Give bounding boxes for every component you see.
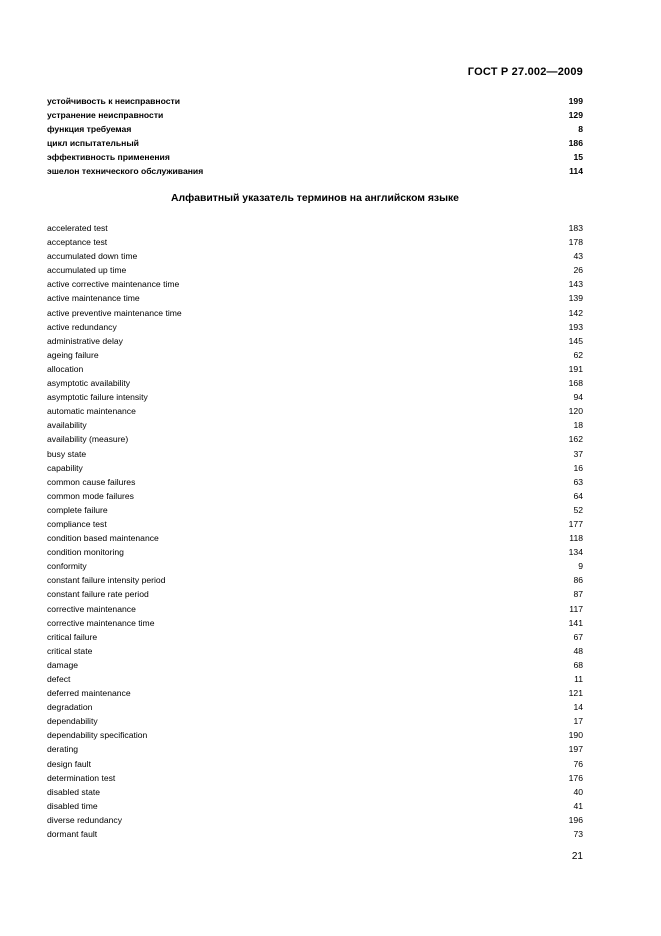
index-page-ref: 9 bbox=[578, 561, 583, 572]
index-page-ref: 141 bbox=[568, 617, 583, 628]
index-entry bbox=[47, 503, 583, 517]
index-page-ref: 94 bbox=[573, 392, 583, 403]
index-page-ref: 177 bbox=[568, 518, 583, 529]
index-term: determination test bbox=[47, 772, 116, 783]
index-page-ref: 37 bbox=[573, 448, 583, 459]
index-page-ref: 14 bbox=[573, 702, 583, 713]
index-term: active maintenance time bbox=[47, 293, 140, 304]
index-page-ref: 139 bbox=[568, 293, 583, 304]
index-entry bbox=[47, 672, 583, 686]
english-index-list bbox=[47, 221, 583, 841]
index-page-ref: 67 bbox=[573, 631, 583, 642]
index-entry bbox=[47, 306, 583, 320]
index-term: conformity bbox=[47, 561, 87, 572]
index-entry bbox=[47, 714, 583, 728]
index-entry bbox=[47, 334, 583, 348]
index-entry bbox=[47, 785, 583, 799]
index-page-ref: 199 bbox=[568, 96, 583, 106]
page-number: 21 bbox=[571, 851, 583, 862]
index-entry bbox=[47, 813, 583, 827]
index-term: automatic maintenance bbox=[47, 406, 136, 417]
index-entry bbox=[47, 517, 583, 531]
index-term: compliance test bbox=[47, 518, 107, 529]
index-term: condition based maintenance bbox=[47, 533, 159, 544]
index-page-ref: 62 bbox=[573, 349, 583, 360]
index-term: accumulated up time bbox=[47, 265, 127, 276]
index-term: constant failure rate period bbox=[47, 589, 149, 600]
index-term: dependability bbox=[47, 716, 98, 727]
index-page-ref: 120 bbox=[568, 406, 583, 417]
index-term: deferred maintenance bbox=[47, 688, 131, 699]
index-page-ref: 86 bbox=[573, 575, 583, 586]
index-term: corrective maintenance time bbox=[47, 617, 155, 628]
index-page-ref: 17 bbox=[573, 716, 583, 727]
index-entry bbox=[47, 136, 583, 150]
document-header: ГОСТ Р 27.002—2009 bbox=[467, 66, 583, 78]
index-entry bbox=[47, 658, 583, 672]
index-term: acceptance test bbox=[47, 237, 108, 248]
index-term: critical failure bbox=[47, 631, 98, 642]
index-term: constant failure intensity period bbox=[47, 575, 166, 586]
index-entry bbox=[47, 376, 583, 390]
index-page-ref: 197 bbox=[568, 744, 583, 755]
index-entry bbox=[47, 616, 583, 630]
index-term: condition monitoring bbox=[47, 547, 124, 558]
index-page-ref: 143 bbox=[568, 279, 583, 290]
index-page-ref: 63 bbox=[573, 476, 583, 487]
index-page-ref: 8 bbox=[578, 124, 583, 135]
index-term: complete failure bbox=[47, 504, 108, 515]
index-entry bbox=[47, 249, 583, 263]
index-term: функция требуемая bbox=[47, 124, 132, 135]
index-page-ref: 64 bbox=[573, 490, 583, 501]
index-entry bbox=[47, 390, 583, 404]
index-entry bbox=[47, 447, 583, 461]
index-page-ref: 114 bbox=[569, 166, 583, 177]
index-entry bbox=[47, 418, 583, 432]
index-entry bbox=[47, 277, 583, 291]
index-term: diverse redundancy bbox=[47, 814, 123, 825]
index-term: derating bbox=[47, 744, 79, 755]
index-entry bbox=[47, 122, 583, 136]
index-term: эффективность применения bbox=[47, 152, 170, 163]
index-term: disabled state bbox=[47, 786, 101, 797]
index-entry bbox=[47, 644, 583, 658]
index-page-ref: 52 bbox=[573, 504, 583, 515]
index-term: capability bbox=[47, 462, 83, 473]
index-entry bbox=[47, 94, 583, 108]
index-entry bbox=[47, 559, 583, 573]
index-term: defect bbox=[47, 674, 71, 684]
index-term: corrective maintenance bbox=[47, 603, 136, 614]
index-page-ref: 190 bbox=[568, 730, 583, 741]
index-entry bbox=[47, 531, 583, 545]
index-entry bbox=[47, 757, 583, 771]
index-term: устранение неисправности bbox=[47, 110, 164, 121]
index-term: common cause failures bbox=[47, 476, 136, 487]
index-entry bbox=[47, 291, 583, 305]
index-entry bbox=[47, 700, 583, 714]
index-entry bbox=[47, 108, 583, 122]
index-page-ref: 68 bbox=[573, 659, 583, 670]
index-entry bbox=[47, 221, 583, 235]
index-entry bbox=[47, 602, 583, 616]
index-page-ref: 11 bbox=[574, 674, 583, 684]
index-term: accelerated test bbox=[47, 223, 108, 233]
index-page-ref: 40 bbox=[573, 786, 583, 797]
index-page-ref: 41 bbox=[573, 800, 583, 811]
index-page-ref: 118 bbox=[569, 533, 583, 544]
index-page-ref: 176 bbox=[568, 772, 583, 783]
index-entry bbox=[47, 348, 583, 362]
index-entry bbox=[47, 150, 583, 164]
index-term: availability (measure) bbox=[47, 434, 129, 445]
index-entry bbox=[47, 164, 583, 178]
index-page-ref: 48 bbox=[573, 645, 583, 656]
index-page-ref: 43 bbox=[573, 251, 583, 262]
index-term: эшелон технического обслуживания bbox=[47, 166, 204, 177]
index-page-ref: 191 bbox=[568, 363, 583, 374]
index-term: critical state bbox=[47, 645, 93, 656]
index-page-ref: 168 bbox=[568, 378, 583, 389]
index-term: availability bbox=[47, 420, 87, 431]
index-term: busy state bbox=[47, 448, 87, 459]
index-entry bbox=[47, 587, 583, 601]
index-entry bbox=[47, 573, 583, 587]
index-page-ref: 134 bbox=[568, 547, 583, 558]
index-page-ref: 186 bbox=[568, 138, 583, 149]
index-entry bbox=[47, 489, 583, 503]
index-entry bbox=[47, 771, 583, 785]
index-term: устойчивость к неисправности bbox=[47, 96, 181, 106]
index-entry bbox=[47, 235, 583, 249]
index-page-ref: 183 bbox=[568, 223, 583, 233]
index-page-ref: 73 bbox=[573, 829, 583, 840]
index-term: design fault bbox=[47, 758, 91, 769]
index-term: common mode failures bbox=[47, 490, 134, 501]
index-term: dormant fault bbox=[47, 829, 98, 840]
index-entry bbox=[47, 630, 583, 644]
index-page-ref: 162 bbox=[568, 434, 583, 445]
index-term: administrative delay bbox=[47, 335, 123, 346]
index-page-ref: 193 bbox=[568, 321, 583, 332]
index-entry bbox=[47, 827, 583, 841]
index-term: ageing failure bbox=[47, 349, 99, 360]
index-term: damage bbox=[47, 659, 79, 670]
index-entry bbox=[47, 545, 583, 559]
index-page-ref: 145 bbox=[568, 335, 583, 346]
english-index-heading: Алфавитный указатель терминов на английском языке bbox=[171, 193, 459, 204]
index-term: asymptotic failure intensity bbox=[47, 392, 148, 403]
index-page-ref: 196 bbox=[568, 814, 583, 825]
index-entry bbox=[47, 742, 583, 756]
index-entry bbox=[47, 404, 583, 418]
index-term: disabled time bbox=[47, 800, 98, 811]
index-term: accumulated down time bbox=[47, 251, 138, 262]
index-page-ref: 15 bbox=[573, 152, 583, 163]
index-entry bbox=[47, 686, 583, 700]
index-entry bbox=[47, 461, 583, 475]
index-entry bbox=[47, 799, 583, 813]
index-term: asymptotic availability bbox=[47, 378, 131, 389]
index-term: цикл испытательный bbox=[47, 138, 139, 149]
index-page-ref: 26 bbox=[573, 265, 583, 276]
index-page-ref: 18 bbox=[573, 420, 583, 431]
index-page-ref: 121 bbox=[568, 688, 583, 699]
index-term: allocation bbox=[47, 363, 84, 374]
index-page-ref: 16 bbox=[573, 462, 583, 473]
index-term: active preventive maintenance time bbox=[47, 307, 182, 318]
index-page-ref: 117 bbox=[569, 603, 583, 614]
index-entry bbox=[47, 362, 583, 376]
index-page-ref: 129 bbox=[568, 110, 583, 121]
index-term: active redundancy bbox=[47, 321, 117, 332]
index-page-ref: 178 bbox=[568, 237, 583, 248]
index-term: active corrective maintenance time bbox=[47, 279, 180, 290]
index-entry bbox=[47, 475, 583, 489]
index-term: dependability specification bbox=[47, 730, 148, 741]
index-page-ref: 87 bbox=[573, 589, 583, 600]
index-page-ref: 142 bbox=[568, 307, 583, 318]
index-term: degradation bbox=[47, 702, 93, 713]
index-entry bbox=[47, 432, 583, 446]
index-entry bbox=[47, 728, 583, 742]
russian-index-list bbox=[47, 94, 583, 179]
index-entry bbox=[47, 263, 583, 277]
index-entry bbox=[47, 320, 583, 334]
index-page-ref: 76 bbox=[573, 758, 583, 769]
